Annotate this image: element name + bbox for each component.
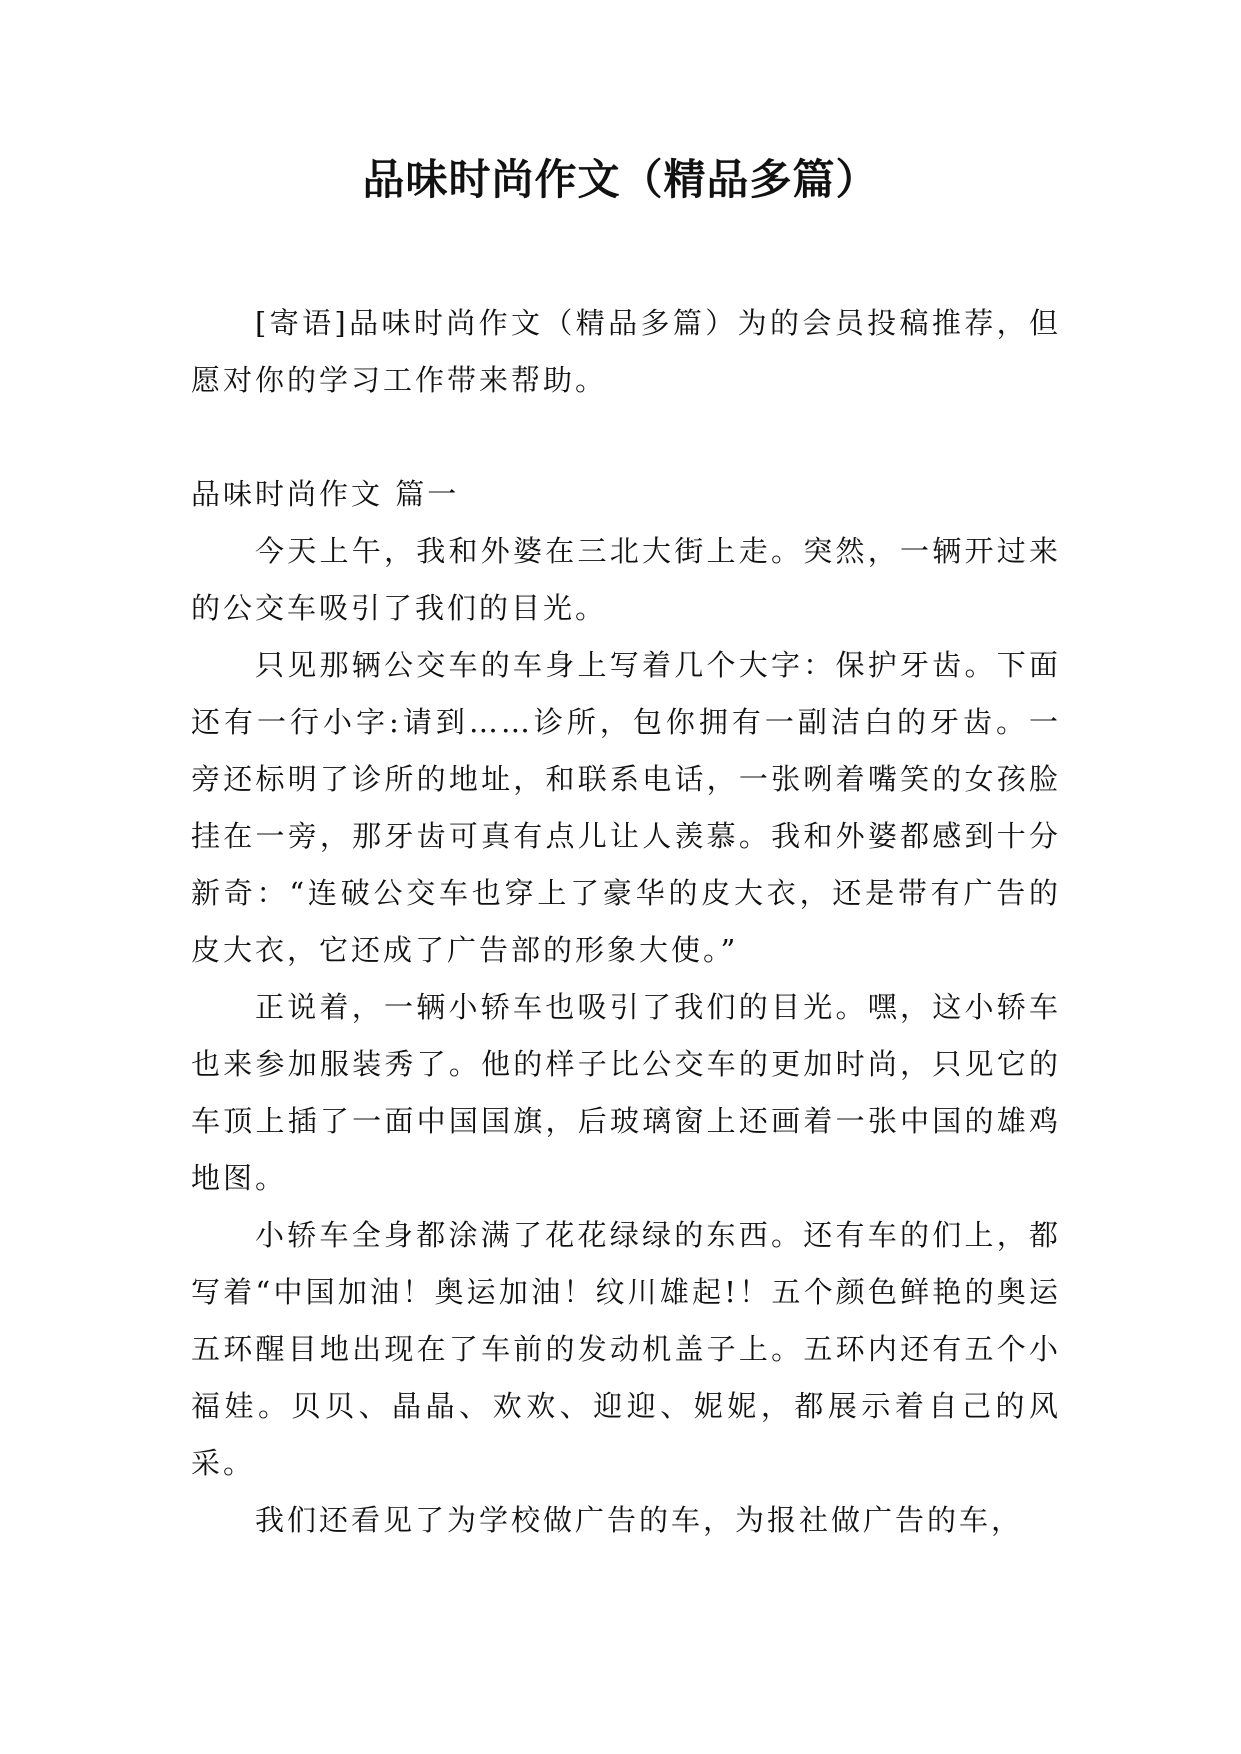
spacer <box>191 409 1061 466</box>
intro-paragraph: [寄语]品味时尚作文（精品多篇）为的会员投稿推荐，但愿对你的学习工作带来帮助。 <box>191 306 1061 397</box>
body-paragraph: 正说着，一辆小轿车也吸引了我们的目光。嘿，这小轿车也来参加服装秀了。他的样子比公交车的更加时尚，只见它的车顶上插了一面中国国旗，后玻璃窗上还画着一张中国的雄鸡地图。 <box>191 990 1061 1195</box>
body-paragraph: 我们还看见了为学校做广告的车，为报社做广告的车， <box>255 1503 1024 1537</box>
document-title: 品味时尚作文（精品多篇） <box>362 155 879 204</box>
body-paragraph: 小轿车全身都涂满了花花绿绿的东西。还有车的们上，都写着“中国加油！奥运加油！纹川雄起!！五个颜色鲜艳的奥运五环醒目地出现在了车前的发动机盖子上。五环内还有五个小福娃。贝贝、晶晶、欢欢、迎迎、妮妮，都展示着自己的风采。 <box>191 1218 1061 1480</box>
body-paragraph: 今天上午，我和外婆在三北大街上走。突然，一辆开过来的公交车吸引了我们的目光。 <box>191 534 1061 625</box>
document-body <box>191 295 1061 1549</box>
section-heading: 品味时尚作文 篇一 <box>191 477 460 511</box>
body-paragraph: 只见那辆公交车的车身上写着几个大字：保护牙齿。下面还有一行小字:请到……诊所，包你拥有一副洁白的牙齿。一旁还标明了诊所的地址，和联系电话，一张咧着嘴笑的女孩脸挂在一旁，那牙齿可真有点儿让人羡慕。我和外婆都感到十分新奇：“连破公交车也穿上了豪华的皮大衣，还是带有广告的皮大衣，它还成了广告部的形象大使。” <box>191 648 1061 967</box>
